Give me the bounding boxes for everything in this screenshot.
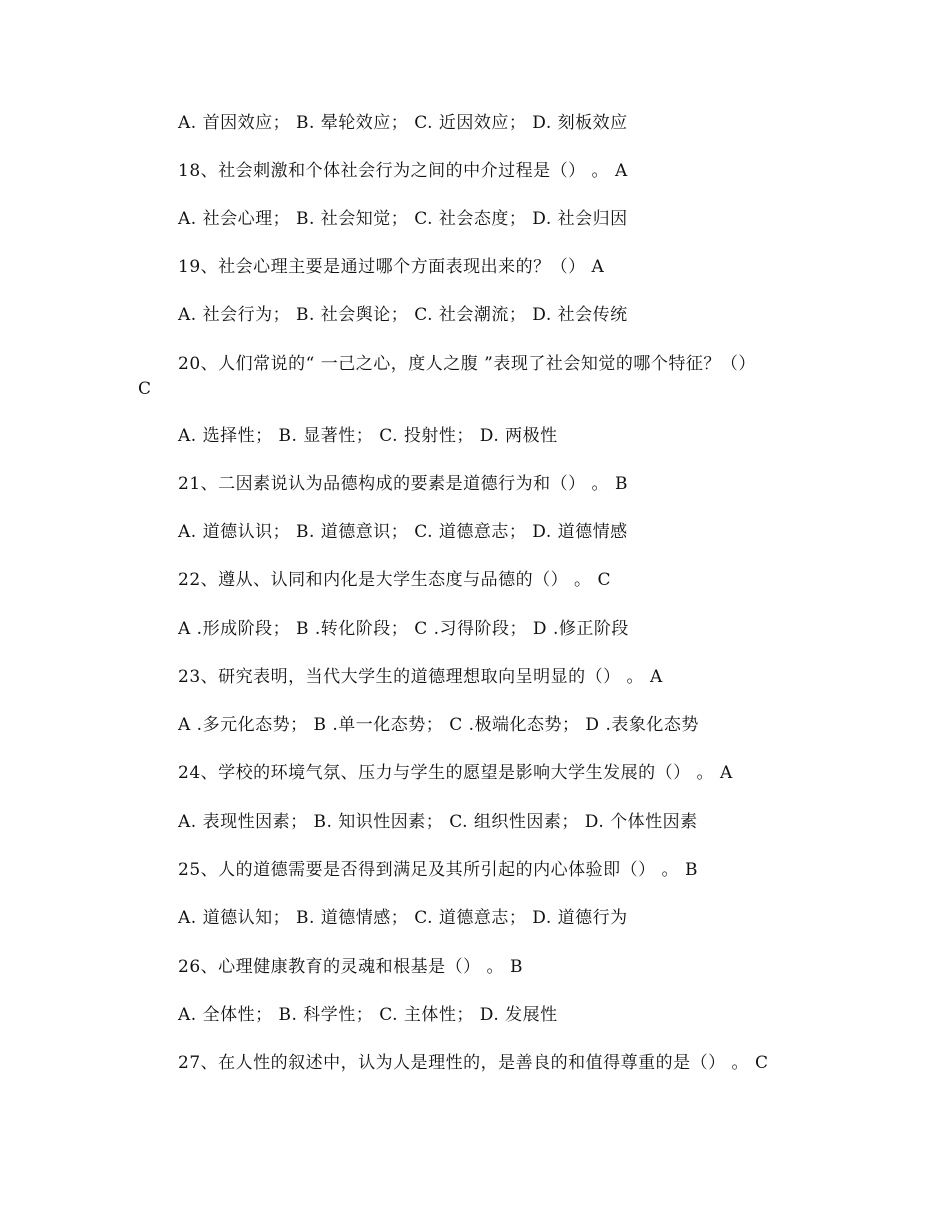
option-line-26: A. 全体性； B. 科学性； C. 主体性； D. 发展性: [178, 1005, 558, 1025]
question-27: 27、在人性的叙述中，认为人是理性的，是善良的和值得尊重的是（） 。 C: [178, 1053, 769, 1073]
option-line-25: A. 道德认知； B. 道德情感； C. 道德意志； D. 道德行为: [178, 908, 628, 928]
option-line-24: A. 表现性因素； B. 知识性因素； C. 组织性因素； D. 个体性因素: [178, 812, 698, 832]
option-line-17: A. 首因效应； B. 晕轮效应； C. 近因效应； D. 刻板效应: [178, 113, 628, 133]
question-19: 19、社会心理主要是通过哪个方面表现出来的？（） A: [178, 257, 605, 277]
option-line-19: A. 社会行为； B. 社会舆论； C. 社会潮流； D. 社会传统: [178, 305, 628, 325]
question-20: 20、人们常说的“ 一己之心，度人之腹 ”表现了社会知觉的哪个特征？（）: [178, 354, 756, 374]
question-25: 25、人的道德需要是否得到满足及其所引起的内心体验即（） 。 B: [178, 860, 698, 880]
option-line-18: A. 社会心理； B. 社会知觉； C. 社会态度； D. 社会归因: [178, 209, 628, 229]
question-21: 21、二因素说认为品德构成的要素是道德行为和（） 。 B: [178, 474, 628, 494]
question-23: 23、研究表明，当代大学生的道德理想取向呈明显的（） 。 A: [178, 667, 663, 687]
question-22: 22、遵从、认同和内化是大学生态度与品德的（） 。 C: [178, 570, 611, 590]
option-line-23: A .多元化态势； B .单一化态势； C .极端化态势； D .表象化态势: [178, 715, 699, 735]
option-line-20: A. 选择性； B. 显著性； C. 投射性； D. 两极性: [178, 426, 558, 446]
option-line-21: A. 道德认识； B. 道德意识； C. 道德意志； D. 道德情感: [178, 522, 628, 542]
question-24: 24、学校的环境气氛、压力与学生的愿望是影响大学生发展的（） 。 A: [178, 763, 733, 783]
question-18: 18、社会刺激和个体社会行为之间的中介过程是（） 。 A: [178, 161, 628, 181]
option-line-22: A .形成阶段； B .转化阶段； C .习得阶段； D .修正阶段: [178, 619, 629, 639]
question-20-answer: C: [138, 379, 152, 399]
question-26: 26、心理健康教育的灵魂和根基是（） 。 B: [178, 957, 523, 977]
